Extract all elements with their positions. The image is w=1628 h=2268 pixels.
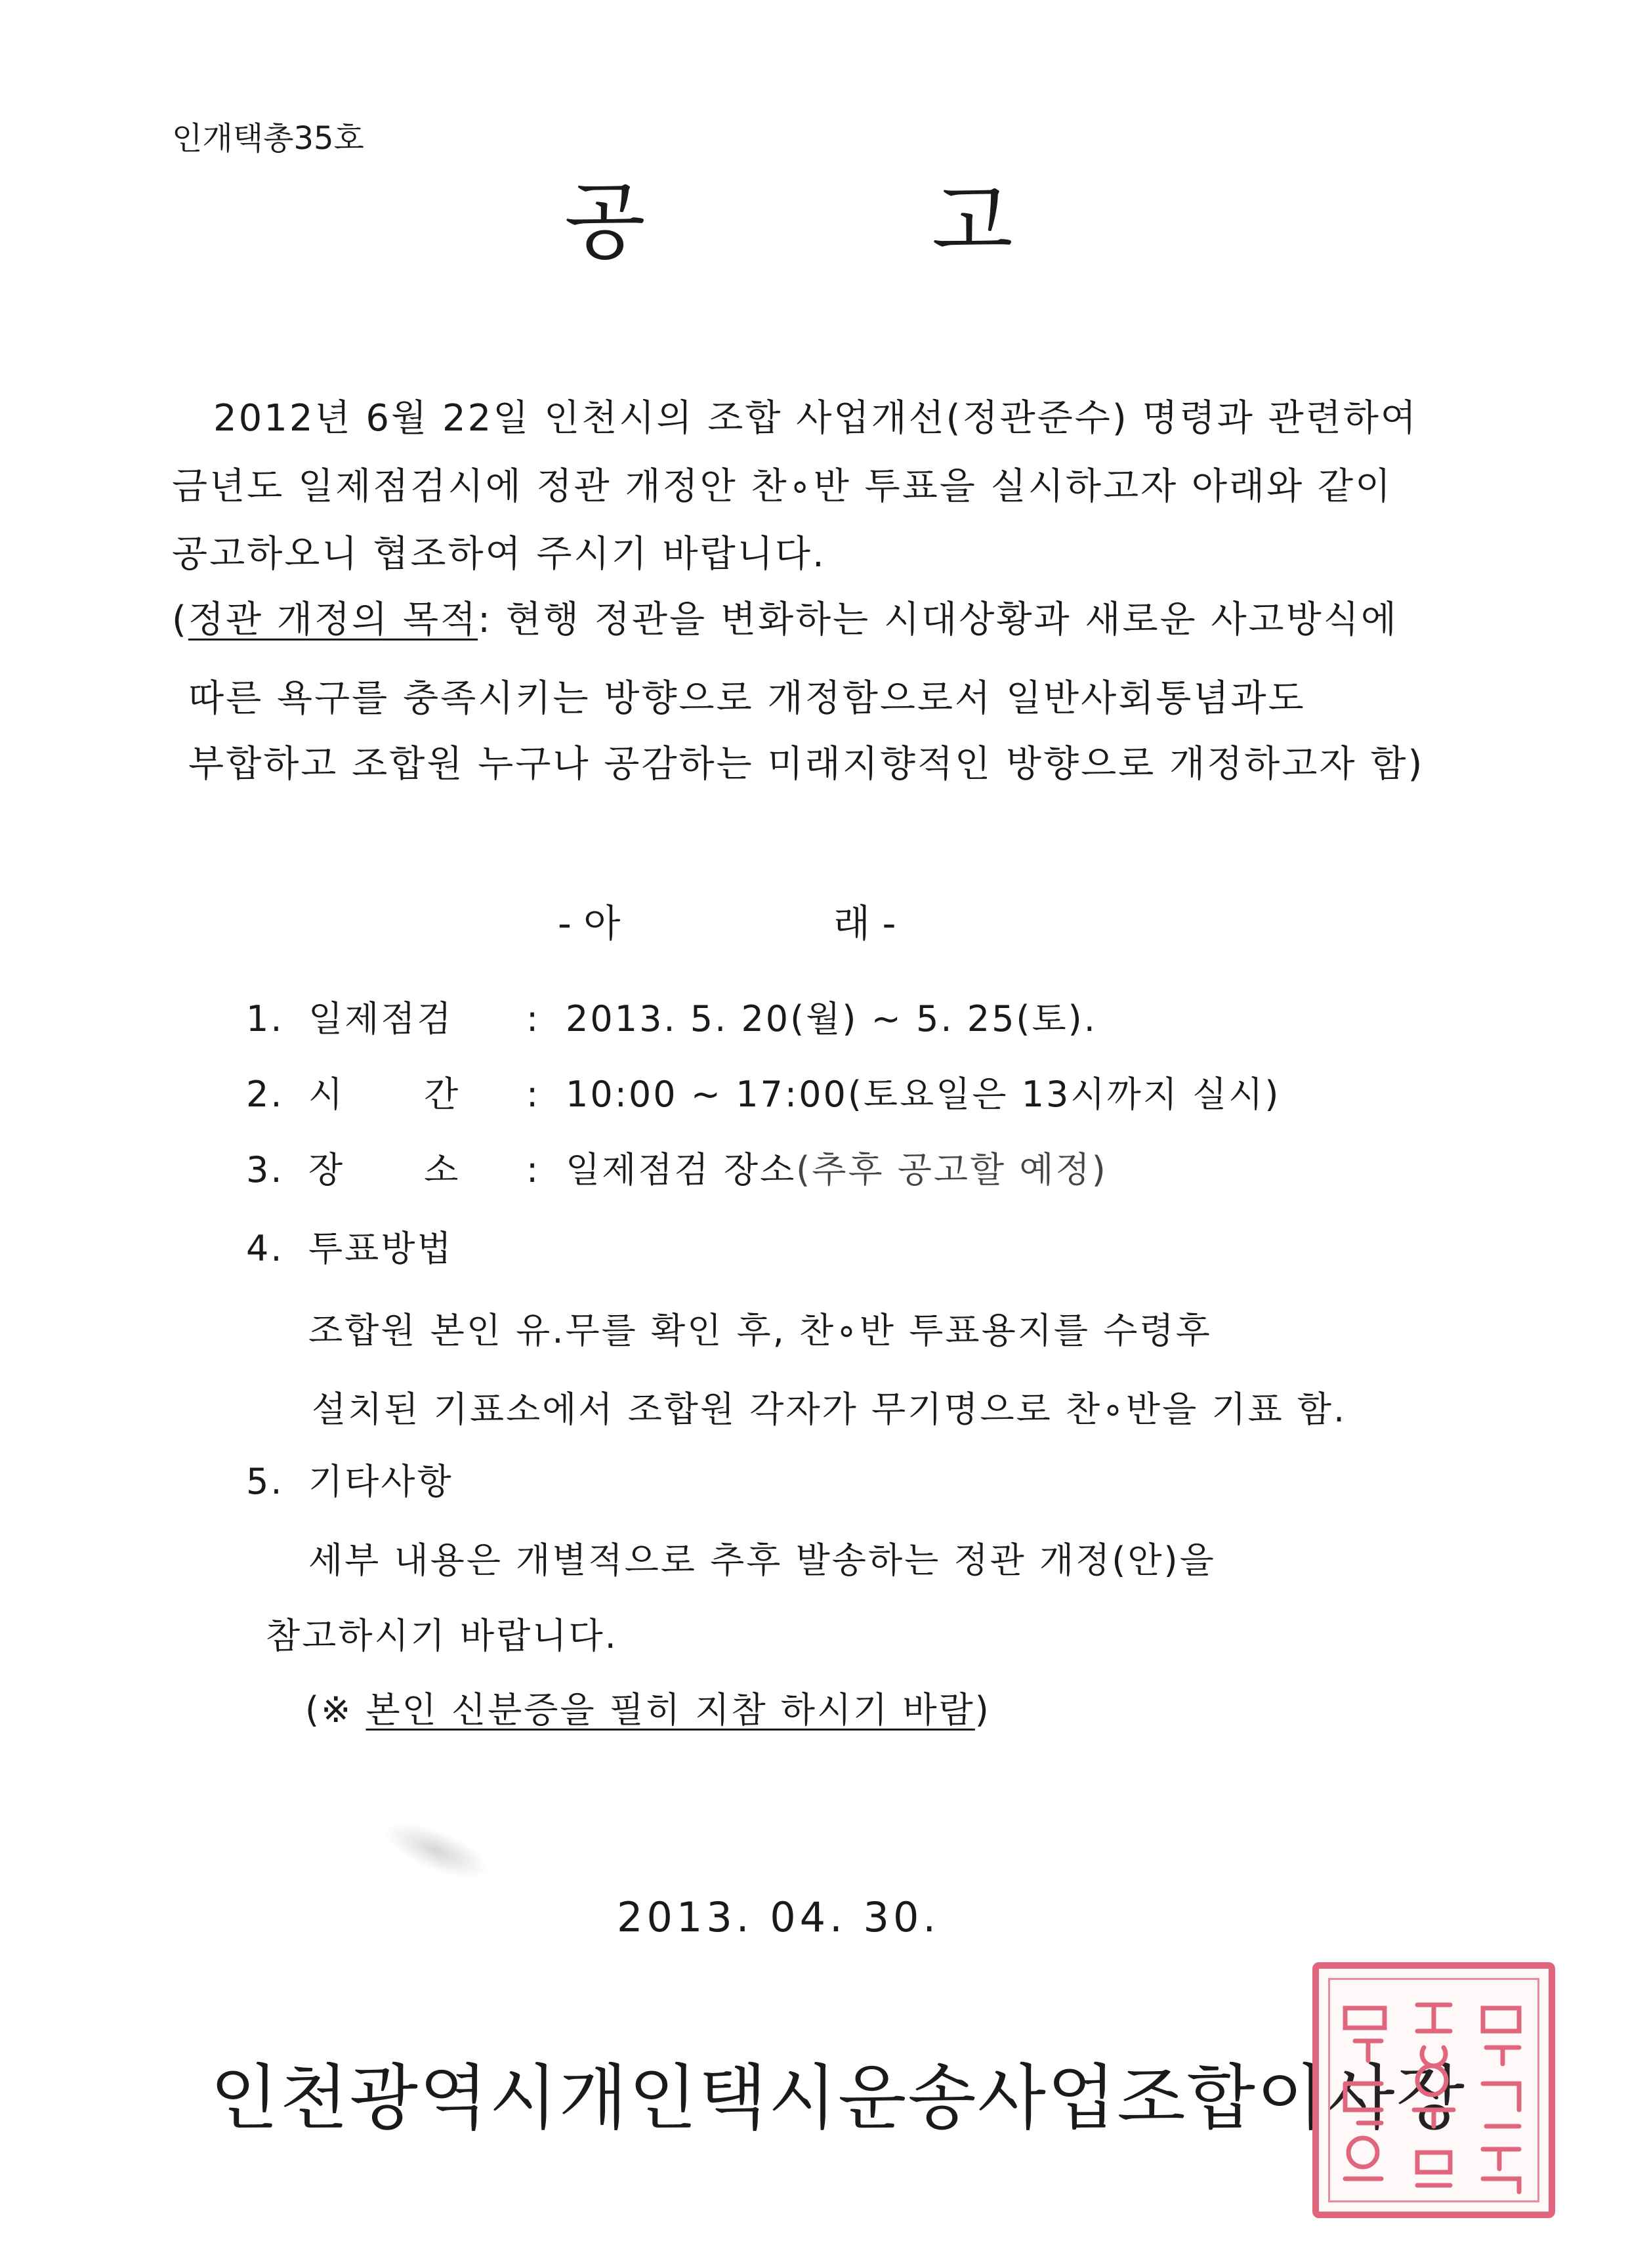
list-item [246,1454,453,1504]
purpose-line-1-rest: : 현행 정관을 변화하는 시대상황과 새로운 사고방식에 [478,598,1398,641]
issuer-name: 인천광역시개인택시운송사업조합이사장 [210,2057,1466,2139]
id-card-note [305,1682,991,1732]
paragraph-line: 2012년 6월 22일 인천시의 조합 사업개선(정관준수) 명령과 관련하여 [213,397,1419,440]
item-value: 일제점검 장소 [566,1149,797,1190]
purpose-line: 부합하고 조합원 누구나 공감하는 미래지향적인 방향으로 개정하고자 함) [188,743,1425,786]
item-label: 일제점검 [308,998,453,1040]
document-title-char-2: 고 [932,173,1013,271]
item-number: 2. [246,1074,284,1115]
item-label: 기타사항 [308,1461,453,1502]
item-value: 2013. 5. 20(월) ~ 5. 25(토). [566,998,1097,1040]
item-detail-line: 세부 내용은 개별적으로 추후 발송하는 정관 개정(안)을 [308,1540,1216,1581]
list-item [246,1142,1108,1192]
item-label: 투표방법 [308,1228,453,1269]
purpose-line [172,591,1398,643]
item-label: 장 소 [308,1149,461,1190]
official-seal-stamp [1312,1962,1555,2218]
item-number: 5. [246,1461,284,1502]
document-number: 인개택총35호 [172,120,364,157]
document-title-char-1: 공 [564,173,646,271]
item-detail-line: 참고하시기 바랍니다. [266,1615,618,1656]
list-item [246,1221,453,1271]
note-close: ) [974,1689,991,1731]
list-item [246,1066,1280,1117]
item-separator: : [526,1149,541,1190]
section-heading-part-1: - 아 [558,901,621,946]
scan-smudge [377,1811,495,1889]
paragraph-line: 공고하오니 협조하여 주시기 바랍니다. [172,533,826,576]
item-number: 4. [246,1228,284,1269]
item-label: 시 간 [308,1074,461,1115]
note-text: 본인 신분증을 필히 지참 하시기 바람 [365,1689,975,1731]
item-separator: : [526,998,541,1040]
item-detail-line: 설치된 기표소에서 조합원 각자가 무기명으로 찬∘반을 기표 함. [312,1389,1347,1430]
issue-date: 2013. 04. 30. [617,1893,940,1941]
item-detail-line: 조합원 본인 유.무를 확인 후, 찬∘반 투표용지를 수령후 [308,1310,1212,1351]
note-open: (※ [305,1689,366,1731]
list-item [246,991,1097,1041]
item-note: (추후 공고할 예정) [796,1149,1108,1190]
purpose-open-paren: ( [172,598,188,641]
purpose-line: 따른 욕구를 충족시키는 방향으로 개정함으로서 일반사회통념과도 [188,677,1306,720]
seal-pattern [1319,1969,1549,2212]
purpose-label: 정관 개정의 목적 [188,598,478,641]
item-number: 3. [246,1149,284,1190]
item-value: 10:00 ~ 17:00(토요일은 13시까지 실시) [566,1074,1281,1115]
item-number: 1. [246,998,284,1040]
paragraph-line: 금년도 일제점검시에 정관 개정안 찬∘반 투표을 실시하고자 아래와 같이 [172,465,1393,508]
section-heading-part-2: 래 - [833,901,896,946]
item-separator: : [526,1074,541,1115]
